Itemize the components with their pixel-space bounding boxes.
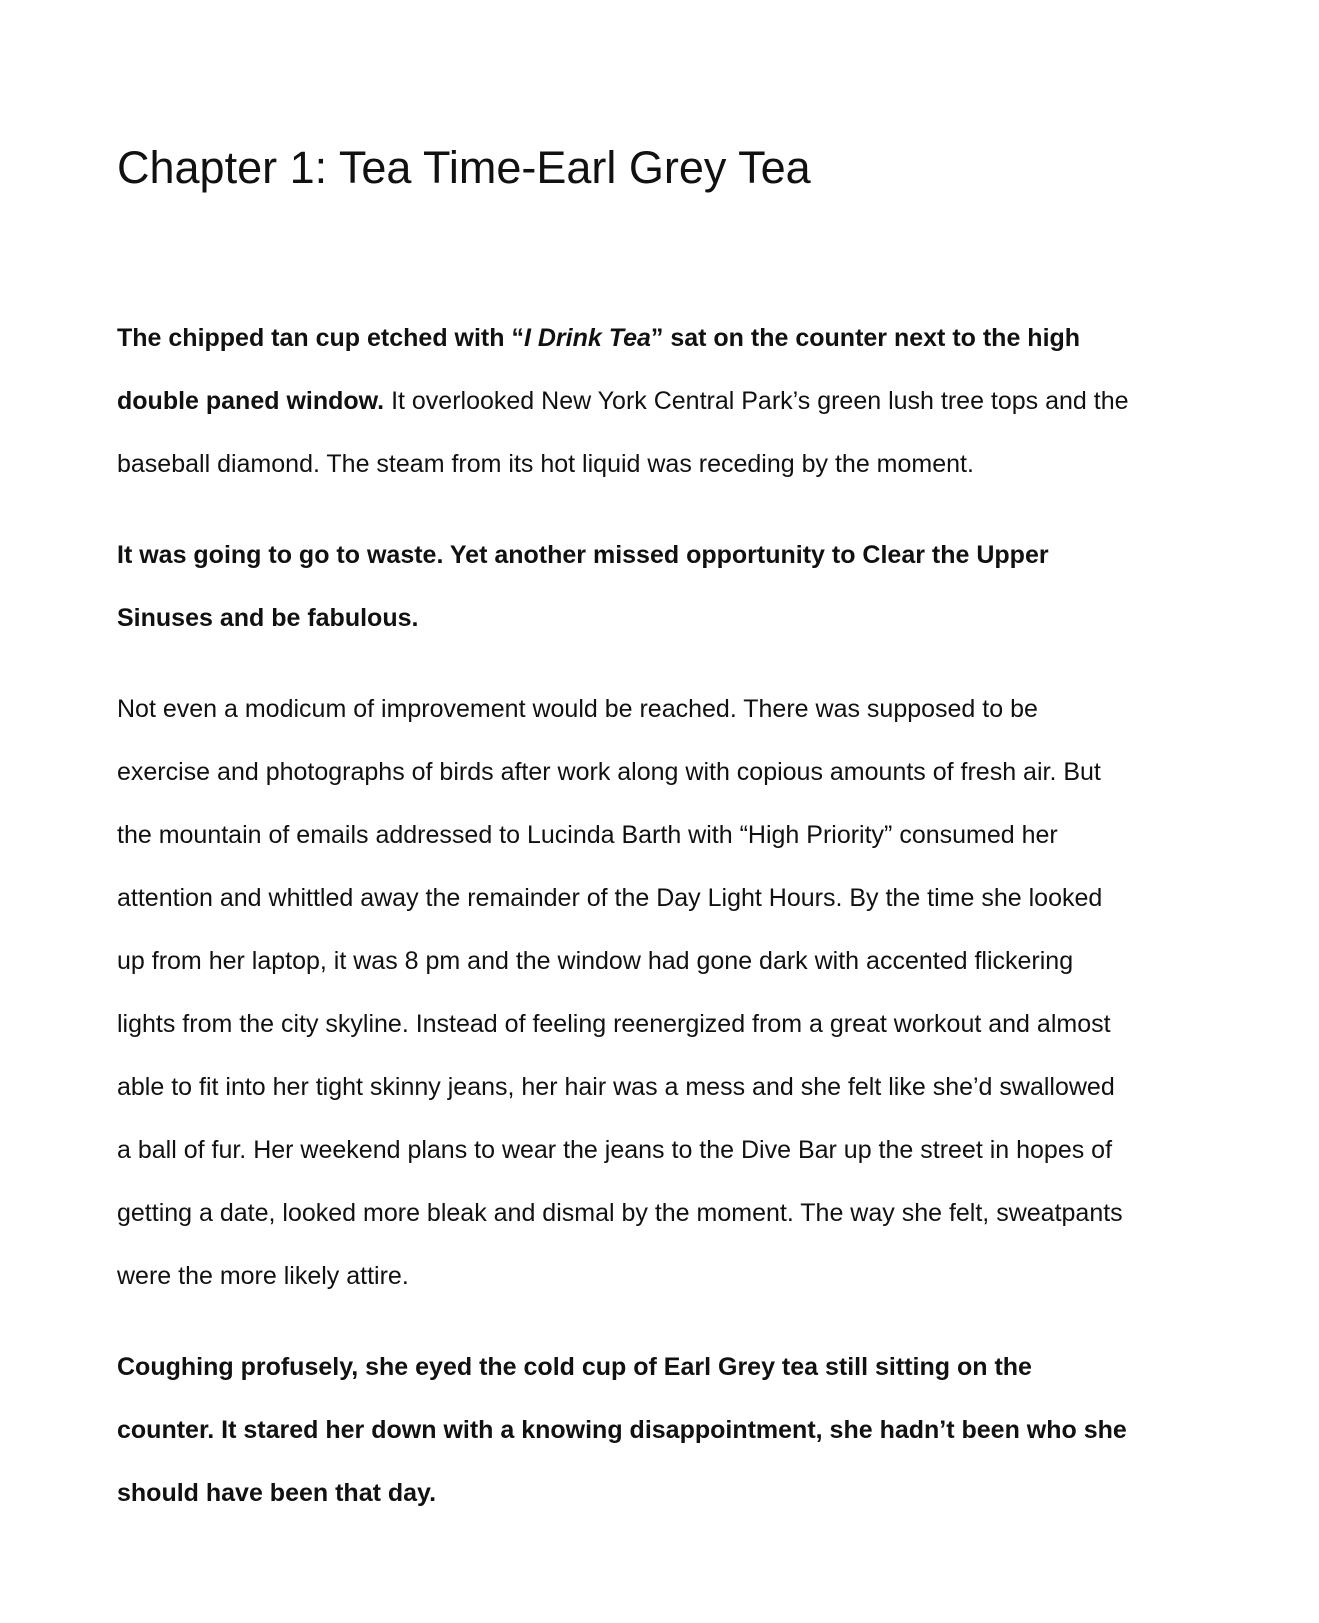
- text-line: [117, 930, 1257, 993]
- paragraph: [117, 307, 1257, 496]
- chapter-title: Chapter 1: Tea Time-Earl Grey Tea: [117, 142, 811, 193]
- bold-text-span: counter. It stared her down with a knowing disappointment, she hadn’t been who she: [117, 1416, 1127, 1444]
- text-span: baseball diamond. The steam from its hot liquid was receding by the moment.: [117, 450, 974, 478]
- text-line: [117, 1245, 1257, 1308]
- text-line: [117, 587, 1257, 650]
- bold-text-span: The chipped tan cup etched with “: [117, 324, 524, 352]
- text-span: getting a date, looked more bleak and dismal by the moment. The way she felt, sweatpants: [117, 1199, 1123, 1227]
- text-line: [117, 524, 1257, 587]
- text-span: up from her laptop, it was 8 pm and the window had gone dark with accented flickering: [117, 947, 1074, 975]
- text-line: [117, 867, 1257, 930]
- text-line: [117, 1182, 1257, 1245]
- text-span: Not even a modicum of improvement would be reached. There was supposed to be: [117, 695, 1038, 723]
- text-line: [117, 1056, 1257, 1119]
- text-line: [117, 741, 1257, 804]
- bold-text-span: should have been that day.: [117, 1479, 437, 1507]
- text-span: attention and whittled away the remainder of the Day Light Hours. By the time she looked: [117, 884, 1103, 912]
- bold-italic-text-span: I Drink Tea: [523, 324, 651, 352]
- text-span: a ball of fur. Her weekend plans to wear the jeans to the Dive Bar up the street in hopes of: [117, 1136, 1113, 1164]
- text-line: [117, 307, 1257, 370]
- paragraph: [117, 1336, 1257, 1525]
- text-line: [117, 1399, 1257, 1462]
- bold-text-span: Coughing profusely, she eyed the cold cup of Earl Grey tea still sitting on the: [117, 1353, 1032, 1381]
- text-line: [117, 433, 1257, 496]
- text-span: lights from the city skyline. Instead of feeling reenergized from a great workout and almost: [117, 1010, 1111, 1038]
- text-line: [117, 370, 1257, 433]
- text-line: [117, 1336, 1257, 1399]
- text-line: [117, 993, 1257, 1056]
- text-line: [117, 678, 1257, 741]
- text-span: the mountain of emails addressed to Lucinda Barth with “High Priority” consumed her: [117, 821, 1058, 849]
- bold-text-span: double paned window.: [117, 387, 385, 415]
- text-line: [117, 804, 1257, 867]
- bold-text-span: ” sat on the counter next to the high: [650, 324, 1081, 352]
- paragraph: [117, 524, 1257, 650]
- text-span: were the more likely attire.: [117, 1262, 409, 1290]
- text-span: It overlooked New York Central Park’s green lush tree tops and the: [384, 387, 1129, 415]
- text-line: [117, 1119, 1257, 1182]
- text-line: [117, 1462, 1257, 1525]
- text-span: able to fit into her tight skinny jeans, her hair was a mess and she felt like she’d swallowed: [117, 1073, 1115, 1101]
- text-span: exercise and photographs of birds after work along with copious amounts of fresh air. But: [117, 758, 1101, 786]
- paragraph: [117, 678, 1257, 1308]
- bold-text-span: Sinuses and be fabulous.: [117, 604, 419, 632]
- document-body: [117, 307, 1257, 1553]
- bold-text-span: It was going to go to waste. Yet another missed opportunity to Clear the Upper: [117, 541, 1049, 569]
